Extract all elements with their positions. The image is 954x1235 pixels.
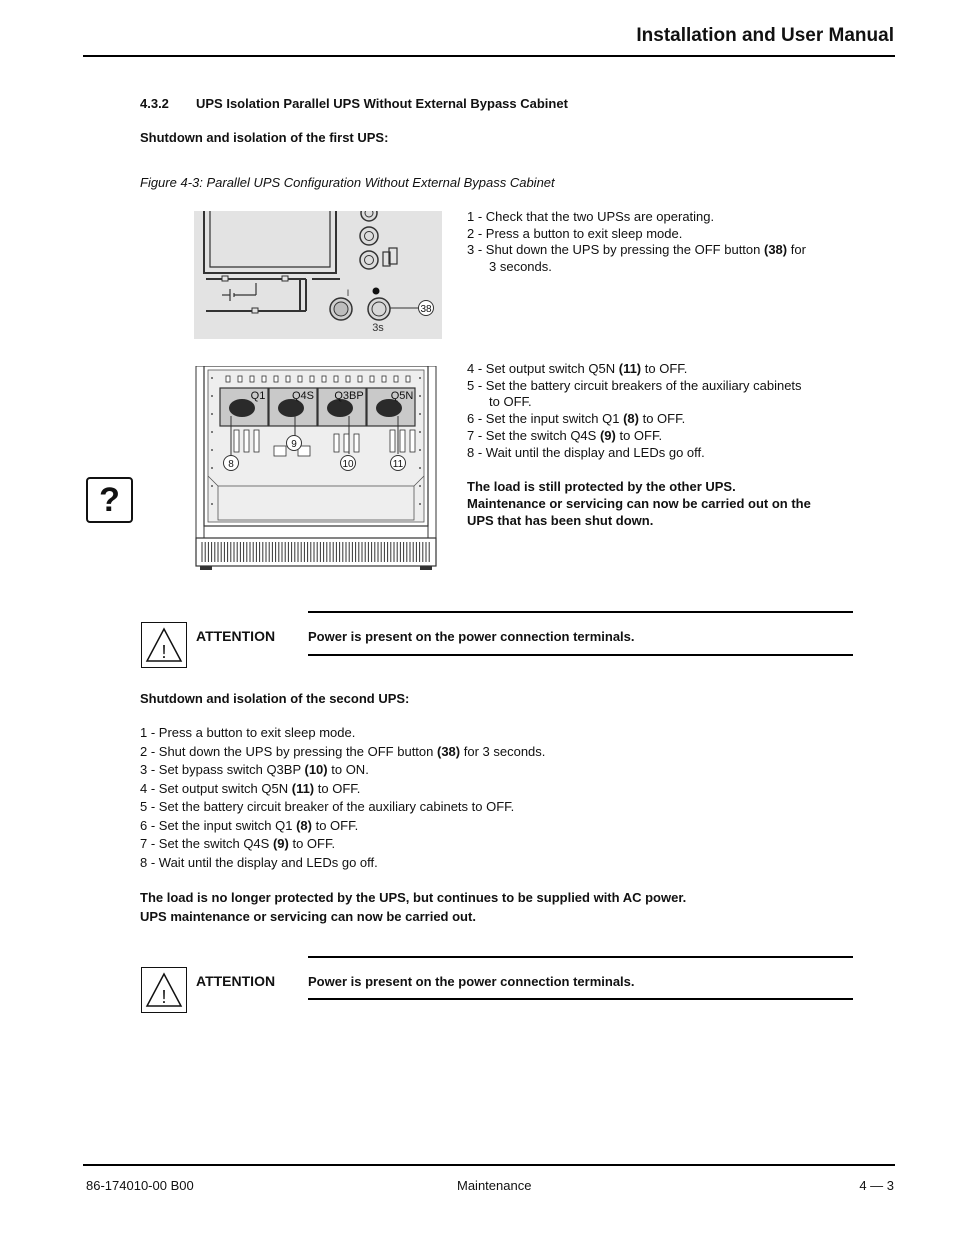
list-item: 3 - Set bypass switch Q3BP (10) to ON. (140, 762, 369, 777)
attention-text: Power is present on the power connection terminals. (308, 974, 635, 989)
switch-label-q5n: Q5N (390, 390, 414, 402)
first-ups-steps-b (467, 361, 802, 461)
cabinet-switches-figure (194, 366, 442, 571)
list-item: 3 seconds. (489, 259, 552, 275)
list-item: 3 - Shut down the UPS by pressing the OFF button (38) for (467, 242, 806, 258)
control-panel-figure (194, 211, 442, 339)
list-item: 1 - Press a button to exit sleep mode. (140, 725, 356, 740)
list-item: 4 - Set output switch Q5N (11) to OFF. (467, 361, 688, 376)
second-ups-heading: Shutdown and isolation of the second UPS: (140, 691, 410, 706)
first-ups-note: The load is still protected by the other UPS. Maintenance or servicing can now be carried out on the UPS that has been shut down. (467, 479, 811, 528)
switch-label-q4s: Q4S (291, 390, 315, 402)
list-item: 6 - Set the input switch Q1 (8) to OFF. (140, 817, 359, 833)
switch-label-q3bp: Q3BP (334, 390, 364, 402)
callout-11: 11 (392, 459, 404, 470)
list-item: 2 - Shut down the UPS by pressing the OFF button (38) for 3 seconds. (140, 743, 546, 759)
footer-rule (83, 1164, 895, 1166)
callout-38: 38 (420, 304, 432, 315)
list-item: 4 - Set output switch Q5N (11) to OFF. (140, 780, 361, 796)
first-ups-heading: Shutdown and isolation of the first UPS: (140, 130, 389, 145)
list-item: to OFF. (489, 394, 532, 410)
list-item: 8 - Wait until the display and LEDs go off. (140, 854, 378, 870)
section-title: UPS Isolation Parallel UPS Without External Bypass Cabinet (196, 96, 568, 111)
svg-text:!: ! (161, 642, 167, 662)
time-label: 3s (372, 322, 384, 334)
figure-caption: Figure 4-3: Parallel UPS Configuration Without External Bypass Cabinet (140, 175, 555, 190)
section-heading (140, 96, 568, 111)
list-item: 7 - Set the switch Q4S (9) to OFF. (140, 836, 336, 851)
footer-page-number: 4 — 3 (859, 1178, 894, 1193)
callout-8: 8 (228, 459, 234, 470)
list-item: 2 - Press a button to exit sleep mode. (467, 225, 683, 241)
footer-section: Maintenance (457, 1178, 532, 1193)
list-item: 1 - Check that the two UPSs are operating. (467, 209, 715, 224)
list-item: 8 - Wait until the display and LEDs go off. (467, 444, 705, 460)
second-ups-note: The load is no longer protected by the UPS, but continues to be supplied with AC power. UPS maintenance or servicing can now be carried out. (140, 890, 687, 924)
attention-label: ATTENTION (196, 973, 276, 989)
attention-top-rule (308, 611, 853, 613)
warning-triangle-icon (141, 967, 187, 1013)
first-ups-steps-a (467, 209, 806, 276)
section-number: 4.3.2 (140, 96, 169, 111)
attention-bottom-rule (308, 998, 853, 1000)
page-header-title: Installation and User Manual (636, 25, 894, 46)
header-rule (83, 55, 895, 57)
footer-doc-number: 86-174010-00 B00 (86, 1178, 194, 1193)
warning-triangle-icon (141, 622, 187, 668)
on-symbol: I (346, 288, 350, 298)
list-item: 7 - Set the switch Q4S (9) to OFF. (467, 427, 663, 443)
help-question-icon: ? (86, 477, 133, 523)
switch-label-q1: Q1 (250, 390, 266, 402)
second-ups-steps (140, 724, 545, 872)
list-item: 6 - Set the input switch Q1 (8) to OFF. (467, 411, 686, 427)
list-item: 5 - Set the battery circuit breaker of the auxiliary cabinets to OFF. (140, 799, 515, 814)
list-item: 5 - Set the battery circuit breakers of the auxiliary cabinets (467, 377, 802, 393)
attention-bottom-rule (308, 654, 853, 656)
svg-text:!: ! (161, 987, 167, 1007)
attention-top-rule (308, 956, 853, 958)
callout-9: 9 (291, 439, 297, 450)
callout-10: 10 (342, 459, 354, 470)
attention-label: ATTENTION (196, 628, 276, 644)
attention-text: Power is present on the power connection terminals. (308, 629, 635, 644)
